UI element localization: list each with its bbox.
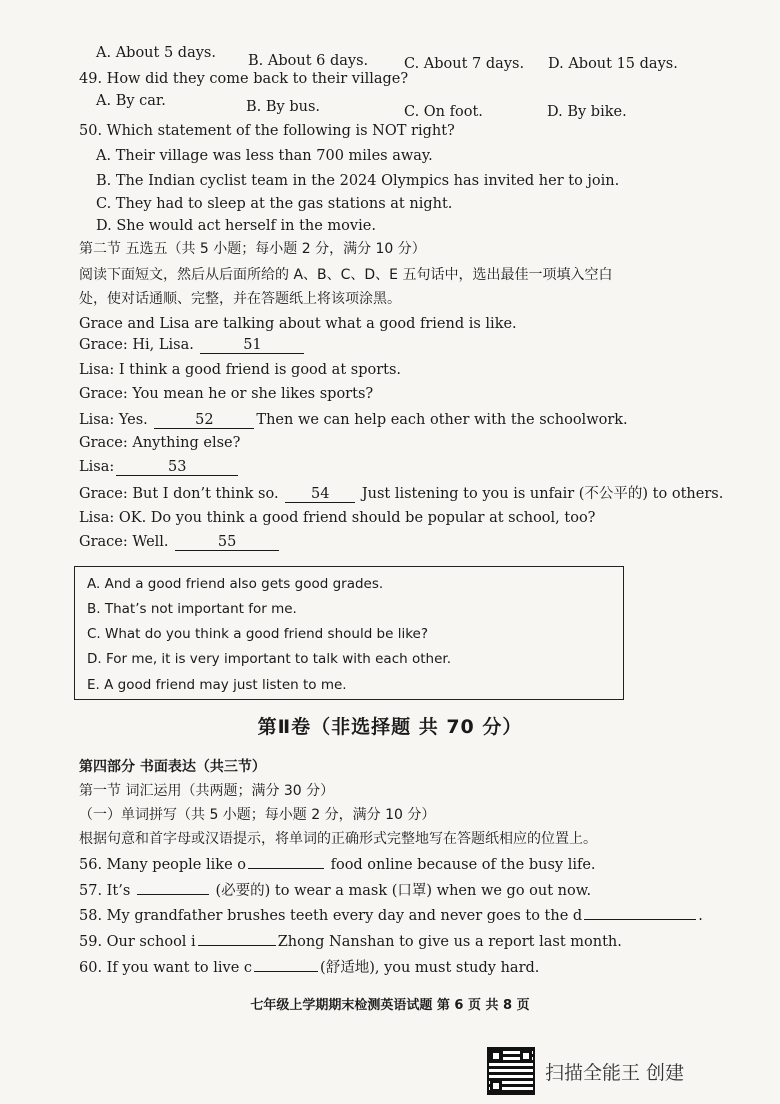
- dialogue-line-6: [79, 458, 240, 476]
- section2-instruction-2: 处，使对话通顺、完整，并在答题纸上将该项涂黑。: [79, 291, 401, 307]
- q48-option-b: B. About 6 days.: [248, 53, 369, 69]
- q48-option-c: C. About 7 days.: [404, 56, 525, 72]
- q50-option-a: A. Their village was less than 700 miles away.: [96, 148, 433, 164]
- choice-c: C. What do you think a good friend should be like?: [87, 626, 429, 642]
- q58-text-end: .: [698, 908, 703, 924]
- dialogue-line-5: Grace: Anything else?: [79, 435, 241, 451]
- dialogue-text: Grace: Hi, Lisa.: [79, 337, 194, 353]
- dialogue-text: Then we can help each other with the schoolwork.: [256, 412, 628, 428]
- choice-d: D. For me, it is very important to talk with each other.: [87, 651, 451, 667]
- q58-blank[interactable]: [584, 919, 696, 920]
- q48-option-d: D. About 15 days.: [548, 56, 678, 72]
- q50-option-d: D. She would act herself in the movie.: [96, 218, 376, 234]
- section2-heading: 第二节 五选五（共 5 小题；每小题 2 分，满分 10 分）: [79, 241, 426, 257]
- dialogue-line-8: Lisa: OK. Do you think a good friend should be popular at school, too?: [79, 510, 596, 526]
- question-57: [79, 882, 591, 900]
- question-56: [79, 856, 596, 874]
- question-60: [79, 959, 539, 977]
- q56-text: 56. Many people like o: [79, 857, 246, 873]
- dialogue-line-9: [79, 533, 281, 551]
- dialogue-text: Grace: But I don’t think so.: [79, 486, 279, 502]
- choice-a: A. And a good friend also gets good grades.: [87, 576, 384, 592]
- qr-code-icon: [487, 1047, 535, 1095]
- dialogue-line-3: Grace: You mean he or she likes sports?: [79, 386, 374, 402]
- q57-blank[interactable]: [137, 894, 209, 895]
- q56-text-end: food online because of the busy life.: [330, 857, 596, 873]
- choice-e: E. A good friend may just listen to me.: [87, 677, 347, 693]
- q60-text: 60. If you want to live c: [79, 960, 253, 976]
- q60-blank[interactable]: [254, 971, 318, 972]
- q50-option-b: B. The Indian cyclist team in the 2024 Olympics has invited her to join.: [96, 173, 620, 189]
- question-59: [79, 933, 622, 951]
- question-58: [79, 907, 703, 925]
- choice-b: B. That’s not important for me.: [87, 601, 297, 617]
- q50-option-c: C. They had to sleep at the gas stations at night.: [96, 196, 453, 212]
- blank-53[interactable]: 53: [116, 459, 238, 476]
- dialogue-intro: Grace and Lisa are talking about what a good friend is like.: [79, 316, 517, 332]
- dialogue-line-4: [79, 411, 628, 429]
- part4-instruction: 根据句意和首字母或汉语提示，将单词的正确形式完整地写在答题纸相应的位置上。: [79, 831, 597, 847]
- q48-option-a: A. About 5 days.: [96, 45, 216, 61]
- q57-text: 57. It’s: [79, 883, 131, 899]
- dialogue-line-1: [79, 336, 306, 354]
- q50-stem: 50. Which statement of the following is NOT right?: [79, 123, 455, 139]
- q60-text-end: (舒适地), you must study hard.: [320, 960, 540, 976]
- dialogue-text: Lisa: Yes.: [79, 412, 148, 428]
- q59-blank[interactable]: [198, 945, 276, 946]
- blank-51[interactable]: 51: [200, 337, 304, 354]
- q49-option-d: D. By bike.: [547, 104, 627, 120]
- q49-option-b: B. By bus.: [246, 99, 321, 115]
- scanner-watermark: 扫描全能王 创建: [545, 1062, 685, 1084]
- part4-sub1: （一）单词拼写（共 5 小题；每小题 2 分，满分 10 分）: [79, 807, 436, 823]
- q49-option-c: C. On foot.: [404, 104, 483, 120]
- choices-box: [74, 566, 624, 700]
- blank-52[interactable]: 52: [154, 412, 254, 429]
- dialogue-text: Just listening to you is unfair (不公平的) to others.: [361, 486, 724, 502]
- q56-blank[interactable]: [248, 868, 324, 869]
- q49-option-a: A. By car.: [96, 93, 166, 109]
- dialogue-text: Grace: Well.: [79, 534, 169, 550]
- q59-text-end: Zhong Nanshan to give us a report last month.: [277, 934, 622, 950]
- page-footer: 七年级上学期期末检测英语试题 第 6 页 共 8 页: [250, 998, 530, 1013]
- q58-text: 58. My grandfather brushes teeth every day and never goes to the d: [79, 908, 583, 924]
- blank-55[interactable]: 55: [175, 534, 279, 551]
- section2-instruction-1: 阅读下面短文，然后从后面所给的 A、B、C、D、E 五句话中，选出最佳一项填入空白: [79, 267, 613, 283]
- q57-text-end: (必要的) to wear a mask (口罩) when we go out now.: [215, 883, 592, 899]
- blank-54[interactable]: 54: [285, 486, 355, 503]
- dialogue-line-2: Lisa: I think a good friend is good at sports.: [79, 362, 402, 378]
- q59-text: 59. Our school i: [79, 934, 196, 950]
- part4-heading: 第四部分 书面表达（共三节）: [79, 759, 266, 775]
- dialogue-text: Lisa:: [79, 459, 115, 475]
- volume2-title: 第Ⅱ卷（非选择题 共 70 分）: [257, 716, 523, 738]
- part4-section1: 第一节 词汇运用（共两题；满分 30 分）: [79, 783, 335, 799]
- q49-stem: 49. How did they come back to their village?: [79, 71, 409, 87]
- dialogue-line-7: [79, 485, 723, 503]
